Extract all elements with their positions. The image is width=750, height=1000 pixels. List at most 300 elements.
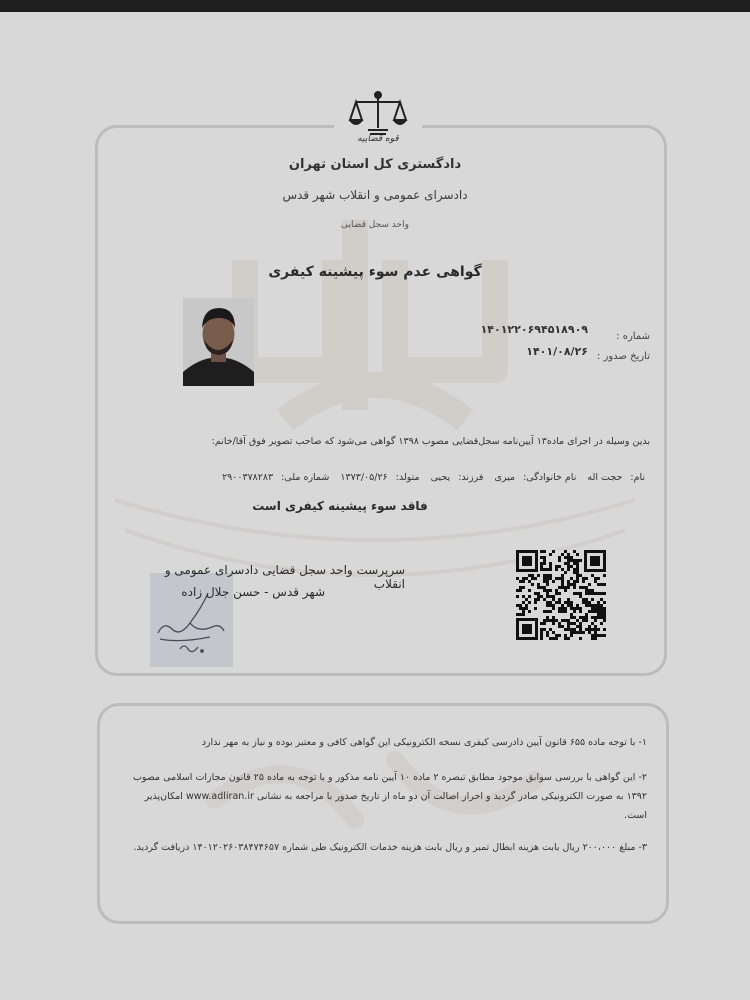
qr-module (537, 586, 540, 589)
qr-module (570, 583, 573, 586)
qr-module (570, 604, 573, 607)
qr-module (579, 559, 582, 562)
qr-module (525, 604, 528, 607)
qr-module (537, 595, 540, 598)
qr-module (582, 631, 585, 634)
qr-module (591, 598, 594, 601)
qr-module (540, 595, 543, 598)
qr-module (579, 595, 582, 598)
qr-module (561, 580, 564, 583)
qr-module (537, 598, 540, 601)
qr-module (546, 574, 549, 577)
qr-module (600, 634, 603, 637)
qr-module (597, 610, 600, 613)
qr-module (558, 634, 561, 637)
qr-module (540, 562, 543, 565)
qr-module (570, 613, 573, 616)
national-id-value: ۲۹۰۰۳۷۸۲۸۳ (222, 472, 274, 483)
qr-module (546, 589, 549, 592)
qr-module (546, 619, 549, 622)
qr-module (564, 634, 567, 637)
qr-module (543, 550, 546, 553)
qr-module (558, 586, 561, 589)
qr-module (576, 574, 579, 577)
qr-module (567, 622, 570, 625)
qr-module (564, 628, 567, 631)
verdict-text: فاقد سوء پیشینه کیفری است (252, 499, 428, 513)
qr-module (594, 631, 597, 634)
qr-module (588, 625, 591, 628)
qr-module (576, 580, 579, 583)
name-value: حجت اله (587, 472, 623, 483)
qr-module (600, 613, 603, 616)
qr-module (594, 580, 597, 583)
qr-module (567, 556, 570, 559)
qr-module (522, 601, 525, 604)
qr-module (603, 574, 606, 577)
qr-module (528, 574, 531, 577)
qr-module (597, 607, 600, 610)
note-2: ۲- این گواهی با بررسی سوابق موجود مطابق تبصره ۲ ماده ۱۰ آیین نامه مذکور و با توجه به ماده ۲۵ قانون مجازات اسلامی مصوب ۱۳۹۲ به صورت الکترونیکی صادر گردید و احراز اصالت آن دو ماه از تاریخ صدور با مراجعه به نشانی www.adliran.ir امکان‌پذیر است. (132, 772, 647, 821)
qr-module (594, 625, 597, 628)
qr-module (516, 577, 519, 580)
qr-module (546, 604, 549, 607)
qr-module (588, 631, 591, 634)
qr-module (540, 586, 543, 589)
qr-module (579, 586, 582, 589)
qr-module (576, 565, 579, 568)
qr-module (603, 634, 606, 637)
qr-module (540, 550, 543, 553)
qr-module (543, 598, 546, 601)
qr-module (564, 589, 567, 592)
qr-module (579, 622, 582, 625)
qr-module (573, 607, 576, 610)
qr-module (573, 550, 576, 553)
qr-module (573, 583, 576, 586)
qr-module (594, 628, 597, 631)
qr-module (543, 580, 546, 583)
qr-module (567, 628, 570, 631)
qr-module (597, 628, 600, 631)
qr-module (549, 604, 552, 607)
qr-module (564, 610, 567, 613)
qr-module (537, 574, 540, 577)
qr-module (555, 577, 558, 580)
qr-module (543, 568, 546, 571)
qr-module (567, 637, 570, 640)
qr-module (522, 580, 525, 583)
qr-module (582, 580, 585, 583)
qr-module (585, 592, 588, 595)
qr-module (549, 637, 552, 640)
qr-module (567, 568, 570, 571)
birth-label: متولد: (395, 472, 420, 483)
qr-module (576, 604, 579, 607)
qr-module (576, 631, 579, 634)
qr-module (585, 613, 588, 616)
qr-module (585, 589, 588, 592)
qr-module (567, 598, 570, 601)
qr-module (543, 556, 546, 559)
qr-module (555, 589, 558, 592)
qr-module (519, 607, 522, 610)
qr-module (561, 553, 564, 556)
qr-module (594, 604, 597, 607)
top-status-bar (0, 0, 750, 12)
qr-module (579, 637, 582, 640)
qr-module (558, 622, 561, 625)
certificate-title: گواهی عدم سوء پیشینه کیفری (268, 264, 482, 280)
qr-module (528, 595, 531, 598)
qr-module (573, 628, 576, 631)
qr-module (573, 580, 576, 583)
qr-module (576, 607, 579, 610)
qr-module (549, 574, 552, 577)
qr-module (579, 625, 582, 628)
qr-module (594, 634, 597, 637)
qr-module (570, 577, 573, 580)
qr-module (540, 556, 543, 559)
qr-module (558, 598, 561, 601)
qr-module (543, 622, 546, 625)
qr-module (543, 589, 546, 592)
qr-module (591, 622, 594, 625)
qr-module (549, 565, 552, 568)
qr-module (558, 556, 561, 559)
qr-module (546, 568, 549, 571)
qr-module (540, 565, 543, 568)
unit-name: واحد سجل قضایی (341, 220, 409, 230)
qr-module (552, 580, 555, 583)
qr-module (603, 616, 606, 619)
qr-module (597, 613, 600, 616)
qr-module (531, 574, 534, 577)
qr-module (588, 592, 591, 595)
qr-module (567, 562, 570, 565)
birth-value: ۱۳۷۳/۰۵/۲۶ (340, 472, 388, 483)
qr-module (579, 631, 582, 634)
qr-module (573, 631, 576, 634)
qr-module (591, 574, 594, 577)
qr-module (546, 631, 549, 634)
qr-module (540, 568, 543, 571)
judiciary-emblem (334, 88, 422, 150)
qr-module (555, 619, 558, 622)
qr-module (540, 637, 543, 640)
qr-module (585, 586, 588, 589)
qr-module (522, 595, 525, 598)
qr-module (585, 577, 588, 580)
qr-module (567, 580, 570, 583)
qr-module (597, 604, 600, 607)
qr-module (600, 616, 603, 619)
qr-module (558, 565, 561, 568)
qr-module (576, 625, 579, 628)
qr-module (546, 616, 549, 619)
qr-module (516, 613, 519, 616)
qr-module (549, 553, 552, 556)
qr-module (561, 604, 564, 607)
qr-module (576, 619, 579, 622)
issue-date-label: تاریخ صدور : (596, 351, 650, 362)
qr-module (603, 583, 606, 586)
qr-module (540, 628, 543, 631)
qr-module (588, 601, 591, 604)
qr-module (552, 622, 555, 625)
signatory-name: شهر قدس - حسن جلال زاده (181, 585, 325, 599)
child-label: فرزند: (458, 472, 484, 483)
qr-module (597, 577, 600, 580)
qr-module (585, 628, 588, 631)
qr-module (570, 559, 573, 562)
qr-module (561, 577, 564, 580)
qr-module (597, 583, 600, 586)
qr-module (561, 625, 564, 628)
qr-module (552, 604, 555, 607)
qr-module (576, 562, 579, 565)
qr-module (534, 601, 537, 604)
qr-module (543, 574, 546, 577)
qr-module (600, 598, 603, 601)
qr-module (522, 607, 525, 610)
qr-module (570, 622, 573, 625)
qr-module (576, 577, 579, 580)
qr-module (558, 559, 561, 562)
qr-module (603, 610, 606, 613)
qr-module (603, 613, 606, 616)
qr-module (600, 610, 603, 613)
qr-module (522, 613, 525, 616)
qr-module (603, 607, 606, 610)
qr-module (564, 571, 567, 574)
qr-module (570, 565, 573, 568)
qr-module (540, 631, 543, 634)
qr-module (600, 622, 603, 625)
qr-module (591, 589, 594, 592)
qr-module (591, 592, 594, 595)
qr-module (576, 559, 579, 562)
qr-module (552, 595, 555, 598)
qr-module (600, 607, 603, 610)
qr-module (588, 583, 591, 586)
qr-module (594, 577, 597, 580)
qr-module (525, 577, 528, 580)
qr-module (519, 604, 522, 607)
qr-module (516, 595, 519, 598)
qr-module (561, 619, 564, 622)
family-value: میری (494, 472, 516, 483)
qr-module (564, 562, 567, 565)
qr-module (579, 616, 582, 619)
note-1: ۱- با توجه ماده ۶۵۵ قانون آیین دادرسی کیفری نسخه الکترونیکی این گواهی کافی و معتبر بوده و نیاز به مهر ندارد (201, 737, 647, 748)
qr-module (597, 601, 600, 604)
qr-module (594, 619, 597, 622)
qr-module (591, 634, 594, 637)
qr-module (558, 577, 561, 580)
qr-module (528, 601, 531, 604)
qr-module (549, 568, 552, 571)
number-label: شماره : (616, 331, 650, 342)
qr-module (594, 616, 597, 619)
qr-module (540, 634, 543, 637)
qr-module (597, 634, 600, 637)
qr-module (534, 598, 537, 601)
qr-module (597, 616, 600, 619)
qr-module (546, 610, 549, 613)
qr-module (579, 574, 582, 577)
qr-module (573, 592, 576, 595)
qr-module (570, 607, 573, 610)
qr-module (546, 580, 549, 583)
qr-module (561, 568, 564, 571)
qr-module (579, 610, 582, 613)
qr-module (564, 586, 567, 589)
qr-module (585, 619, 588, 622)
qr-module (549, 628, 552, 631)
emblem-caption: قوه قضاییه (357, 134, 399, 144)
qr-module (567, 625, 570, 628)
qr-module (552, 637, 555, 640)
qr-module (594, 592, 597, 595)
qr-module (603, 628, 606, 631)
qr-module (579, 607, 582, 610)
qr-module (582, 577, 585, 580)
qr-module (564, 637, 567, 640)
qr-module (570, 556, 573, 559)
qr-module (534, 592, 537, 595)
qr-module (570, 601, 573, 604)
qr-module (591, 616, 594, 619)
qr-module (567, 583, 570, 586)
qr-module (543, 586, 546, 589)
qr-module (525, 598, 528, 601)
qr-module (576, 568, 579, 571)
signatory-title: سرپرست واحد سجل قضایی دادسرای عمومی و انقلاب (164, 563, 405, 591)
qr-module (543, 628, 546, 631)
qr-module (552, 550, 555, 553)
qr-module (555, 568, 558, 571)
qr-module (558, 607, 561, 610)
qr-module (600, 604, 603, 607)
qr-module (534, 577, 537, 580)
qr-module (519, 613, 522, 616)
qr-module (534, 607, 537, 610)
qr-module (516, 589, 519, 592)
qr-module (546, 595, 549, 598)
qr-module (585, 616, 588, 619)
qr-module (582, 616, 585, 619)
qr-module (585, 604, 588, 607)
qr-module (552, 619, 555, 622)
qr-module (591, 607, 594, 610)
qr-module (585, 601, 588, 604)
qr-module (546, 634, 549, 637)
qr-module (564, 601, 567, 604)
qr-module (528, 610, 531, 613)
qr-module (576, 571, 579, 574)
verification-qr-code[interactable] (516, 550, 606, 640)
qr-module (549, 619, 552, 622)
court-name: دادگستری کل استان تهران (288, 157, 462, 172)
qr-module (591, 637, 594, 640)
qr-module (564, 619, 567, 622)
qr-module (570, 616, 573, 619)
qr-module (522, 586, 525, 589)
qr-module (600, 583, 603, 586)
qr-module (567, 604, 570, 607)
qr-module (558, 625, 561, 628)
qr-module (570, 634, 573, 637)
qr-module (552, 631, 555, 634)
qr-module (519, 586, 522, 589)
qr-module (555, 601, 558, 604)
qr-module (519, 580, 522, 583)
qr-module (582, 619, 585, 622)
qr-module (573, 586, 576, 589)
qr-module (528, 580, 531, 583)
qr-module (555, 565, 558, 568)
qr-module (549, 601, 552, 604)
qr-module (549, 562, 552, 565)
qr-module (555, 637, 558, 640)
qr-module (573, 622, 576, 625)
qr-module (588, 610, 591, 613)
qr-module (573, 568, 576, 571)
qr-module (603, 619, 606, 622)
qr-module (561, 583, 564, 586)
qr-module (537, 592, 540, 595)
qr-module (549, 577, 552, 580)
qr-module (573, 571, 576, 574)
qr-module (552, 607, 555, 610)
qr-module (552, 598, 555, 601)
qr-module (576, 592, 579, 595)
qr-module (564, 550, 567, 553)
qr-module (567, 619, 570, 622)
qr-module (528, 589, 531, 592)
qr-module (531, 583, 534, 586)
qr-module (549, 595, 552, 598)
qr-module (543, 562, 546, 565)
family-label: نام خانوادگی: (523, 472, 577, 483)
qr-module (567, 601, 570, 604)
qr-module (573, 610, 576, 613)
issue-date-value: ۱۴۰۱/۰۸/۲۶ (526, 345, 588, 358)
qr-module (573, 559, 576, 562)
qr-module (582, 586, 585, 589)
qr-module (591, 610, 594, 613)
qr-module (561, 607, 564, 610)
number-value: ۱۴۰۱۲۲۰۶۹۴۵۱۸۹۰۹ (480, 323, 588, 336)
qr-module (522, 610, 525, 613)
qr-module (543, 610, 546, 613)
qr-module (549, 589, 552, 592)
qr-module (567, 559, 570, 562)
qr-module (582, 598, 585, 601)
scales-of-justice-icon (348, 90, 408, 136)
qr-module (549, 610, 552, 613)
qr-module (588, 604, 591, 607)
qr-module (540, 622, 543, 625)
qr-module (543, 619, 546, 622)
qr-module (555, 592, 558, 595)
qr-module (525, 607, 528, 610)
qr-module (546, 592, 549, 595)
qr-module (546, 577, 549, 580)
qr-module (558, 592, 561, 595)
qr-module (582, 601, 585, 604)
